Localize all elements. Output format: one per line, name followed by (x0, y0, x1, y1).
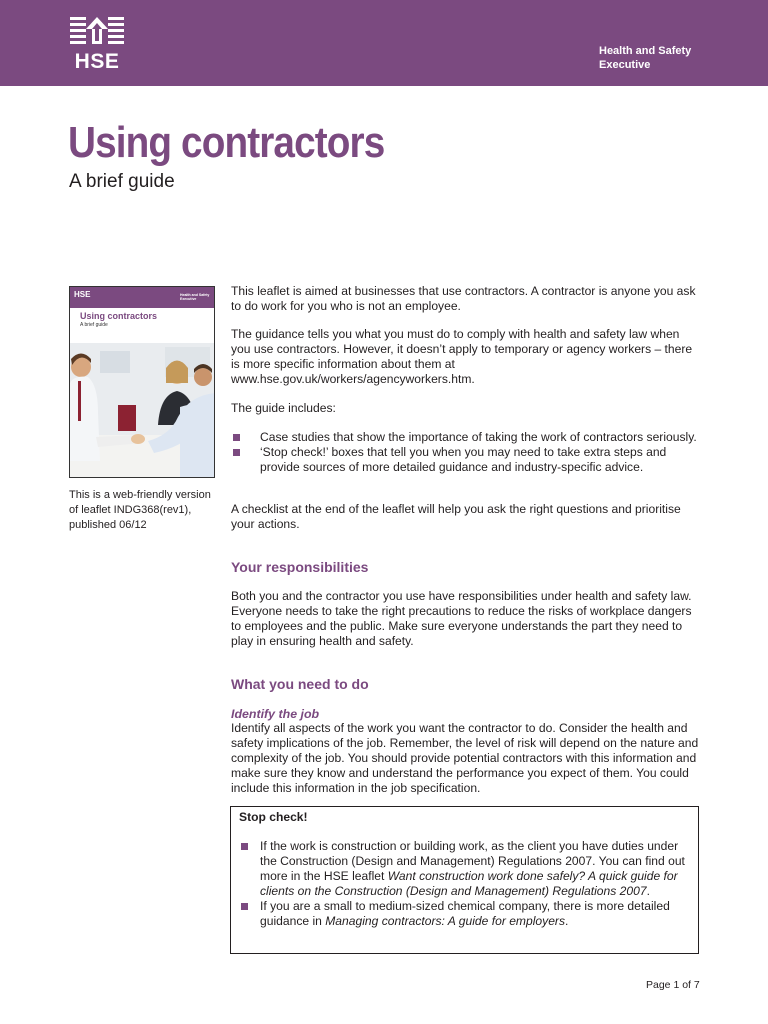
bullet-square-icon (233, 434, 240, 441)
stop-item-1-text: If the work is construction or building work, as the client you have duties under the Construction (Design and Management) Regulations 2007. You can find out more in the HSE leaflet (260, 839, 685, 883)
guide-includes-list (231, 430, 701, 475)
org-line-1: Health and Safety (599, 45, 692, 57)
page-number: Page 1 of 7 (646, 979, 700, 991)
stop-item-2-text: If you are a small to medium-sized chemical company, there is more detailed guidance in (260, 899, 670, 928)
identify-job-text: Identify all aspects of the work you want the contractor to do. Consider the health and safety implications of the job. Remember, the level of risk will depend on the nature and complexity of the job. You should provide potential contractors with this information and make sure they know and understand the performance you expect of them. You could include this information in the job specification. (231, 721, 699, 795)
cover-org-line-2: Executive (180, 297, 197, 301)
list-item (240, 839, 692, 899)
identify-job-subheading: Identify the job (231, 707, 320, 721)
leaflet-caption: This is a web-friendly version of leaflet INDG368(rev1), published 06/12 (69, 489, 211, 531)
page-subtitle: A brief guide (69, 171, 175, 192)
stop-check-list (240, 839, 692, 929)
what-to-do-heading: What you need to do (231, 676, 369, 692)
cover-title: Using contractors (80, 311, 158, 321)
list-item-text: ‘Stop check!’ boxes that tell you when you may need to take extra steps and provide sources of more detailed guidance and industry-specific advice. (260, 445, 667, 474)
leaflet-cover-thumbnail (69, 286, 215, 478)
intro-paragraph-1: This leaflet is aimed at businesses that use contractors. A contractor is anyone you ask to do work for you who is not an employee. (231, 284, 696, 313)
org-line-2: Executive (599, 59, 651, 71)
bullet-square-icon (241, 903, 248, 910)
bullet-square-icon (241, 843, 248, 850)
cover-subtitle: A brief guide (80, 322, 108, 328)
organisation-name (599, 44, 691, 72)
intro-paragraph-4: A checklist at the end of the leaflet will help you ask the right questions and prioritise your actions. (231, 502, 681, 531)
intro-paragraph-3: The guide includes: (231, 401, 336, 415)
hse-logo-text: HSE (74, 50, 120, 73)
cover-photo-meeting (70, 343, 215, 478)
responsibilities-text: Both you and the contractor you use have responsibilities under health and safety law. Everyone needs to take the right precautions to reduce the risks of workplace dangers to employees and the public. Make sure everyone understands the part they need to play in ensuring health and safety. (231, 589, 692, 648)
stop-item-2-end: . (565, 914, 569, 928)
list-item (231, 430, 701, 445)
stop-check-title: Stop check! (239, 810, 308, 824)
responsibilities-heading: Your responsibilities (231, 559, 369, 575)
cover-org-line-1: Health and Safety (180, 293, 210, 297)
bullet-square-icon (233, 449, 240, 456)
stop-check-box (230, 806, 699, 954)
intro-paragraph-2: The guidance tells you what you must do to comply with health and safety law when you use contractors. However, it doesn’t apply to temporary or agency workers – there is more specific information about them at www.hse.gov.uk/workers/agencyworkers.htm. (231, 327, 693, 386)
list-item (231, 445, 701, 475)
stop-item-1-end: . (646, 884, 650, 898)
cover-org (180, 293, 209, 301)
page-title: Using contractors (68, 118, 385, 167)
cover-banner (70, 287, 215, 308)
header-banner (0, 0, 768, 86)
leaflet-reference-title: Want construction work done safely? A quick guide for clients on the Construction (Design and Management) Regulations 2007 (260, 869, 678, 898)
list-item (240, 899, 692, 929)
cover-logo: HSE (74, 290, 91, 299)
hse-emblem-icon (68, 15, 126, 49)
hse-logo (68, 15, 126, 71)
guidance-reference-title: Managing contractors: A guide for employers (325, 914, 565, 928)
list-item-text: Case studies that show the importance of taking the work of contractors seriously. (260, 430, 697, 444)
